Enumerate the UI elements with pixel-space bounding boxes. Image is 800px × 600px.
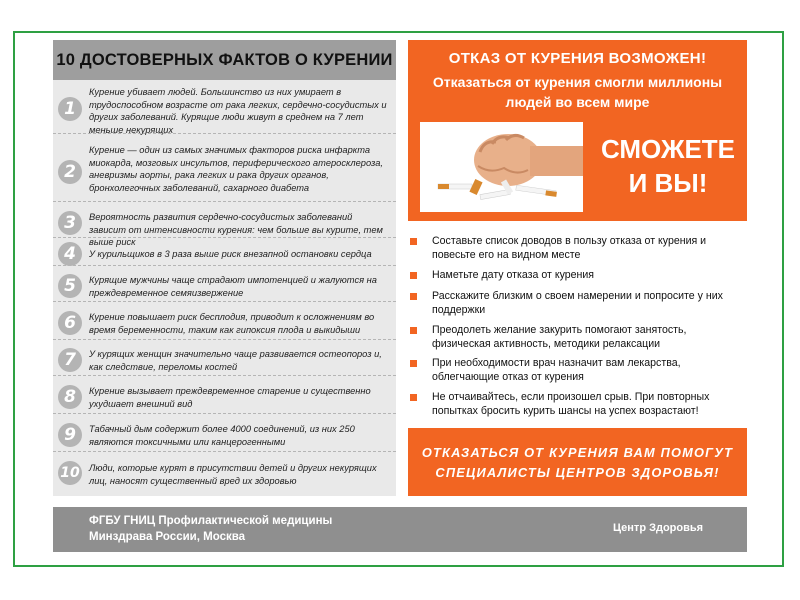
fact-number: 2	[58, 160, 82, 184]
fact-item	[53, 306, 396, 340]
fact-number: 5	[58, 274, 82, 298]
orange-square-bullet-icon	[410, 360, 417, 367]
facts-panel	[53, 40, 396, 496]
organization-name: ФГБУ ГНИЦ Профилактической медицины	[89, 515, 333, 527]
fact-number: 7	[58, 348, 82, 372]
fact-text: Люди, которые курят в присутствии детей и других некурящих лиц, наносят существенный вред их здоровью	[89, 463, 377, 486]
tip-text: Не отчаивайтесь, если произошел срыв. При повторных попытках бросить курить шансы на успех возрастают!	[432, 391, 710, 417]
fact-number: 1	[58, 97, 82, 121]
slogan-line: И ВЫ!	[628, 168, 708, 198]
fact-item	[53, 344, 396, 376]
tip-text: Преодолеть желание закурить помогают занятость, физическая активность, методики релаксации	[432, 324, 687, 350]
fact-number: 3	[58, 211, 82, 235]
quit-possible-panel	[408, 40, 747, 221]
fact-number: 6	[58, 311, 82, 335]
orange-square-bullet-icon	[410, 327, 417, 334]
fact-number: 9	[58, 423, 82, 447]
fact-item	[53, 84, 396, 134]
orange-square-bullet-icon	[410, 293, 417, 300]
fact-text: Вероятность развития сердечно-сосудистых заболеваний зависит от интенсивности курения: чем больше вы курите, тем выше риск	[89, 212, 383, 247]
fact-text: Курение — один из самых значимых факторов риска инфаркта миокарда, мозговых инсультов, периферического атеросклероза, аневризмы аорты, рака легких и рака других органов, бронхолегочных заболеваний, сахарного диабета	[89, 145, 384, 193]
health-centers-banner	[408, 428, 747, 496]
banner-line: ОТКАЗАТЬСЯ ОТ КУРЕНИЯ ВАМ ПОМОГУТ	[421, 445, 734, 460]
banner-line: СПЕЦИАЛИСТЫ ЦЕНТРОВ ЗДОРОВЬЯ!	[435, 465, 720, 480]
orange-square-bullet-icon	[410, 238, 417, 245]
fist-crushing-cigarettes-image	[420, 122, 583, 212]
fact-item	[53, 418, 396, 452]
tip-text: Составьте список доводов в пользу отказа от курения и повесьте его на видном месте	[432, 235, 707, 261]
fact-item	[53, 208, 396, 247]
organization-location: Минздрава России, Москва	[89, 531, 246, 543]
orange-square-bullet-icon	[410, 394, 417, 401]
fact-item	[53, 380, 396, 414]
fact-text: У курящих женщин значительно чаще развивается остеопороз и, как следствие, переломы костей	[89, 349, 382, 372]
fact-text: Курение повышает риск бесплодия, приводит к осложнениям во время беременности, таким как гипоксия плода и выкидыши	[89, 312, 375, 335]
fact-number: 10	[58, 461, 82, 485]
facts-title: 10 ДОСТОВЕРНЫХ ФАКТОВ О КУРЕНИИ	[53, 40, 396, 80]
tip-text: Наметьте дату отказа от курения	[432, 269, 595, 281]
you-can-too-slogan	[593, 132, 743, 200]
fact-item	[53, 140, 396, 202]
fact-text: Табачный дым содержит более 4000 соединений, из них 250 являются токсичными или канцерогенными	[89, 424, 355, 447]
fact-item	[53, 270, 396, 302]
fact-item	[53, 242, 396, 266]
health-center-label: Центр Здоровья	[613, 522, 704, 534]
fact-text: Курящие мужчины чаще страдают импотенцией и жалуются на преждевременное семяизвержение	[89, 275, 377, 298]
tip-text: При необходимости врач назначит вам лекарства, облегчающие отказ от курения	[432, 357, 681, 383]
tip-text: Расскажите близким о своем намерении и попросите у них поддержки	[432, 290, 723, 316]
fact-text: Курение убивает людей. Большинство из них умирает в трудоспособном возрасте от рака легких, сердечно-сосудистых и других заболеваний. Курящие люди живут в среднем на 7 лет меньше некурящих	[89, 87, 387, 135]
slogan-line: СМОЖЕТЕ	[600, 134, 736, 164]
quit-subtitle: Отказаться от курения смогли миллионы людей во всем мире	[432, 74, 723, 110]
orange-square-bullet-icon	[410, 272, 417, 279]
footer-bar	[53, 507, 747, 552]
fact-number: 4	[58, 242, 82, 266]
fact-item	[53, 456, 396, 492]
fact-text: У курильщиков в 3 раза выше риск внезапной остановки сердца	[89, 249, 372, 259]
quit-title: ОТКАЗ ОТ КУРЕНИЯ ВОЗМОЖЕН!	[448, 50, 707, 67]
fact-text: Курение вызывает преждевременное старение и существенно ухудшает внешний вид	[89, 386, 371, 409]
fact-number: 8	[58, 385, 82, 409]
